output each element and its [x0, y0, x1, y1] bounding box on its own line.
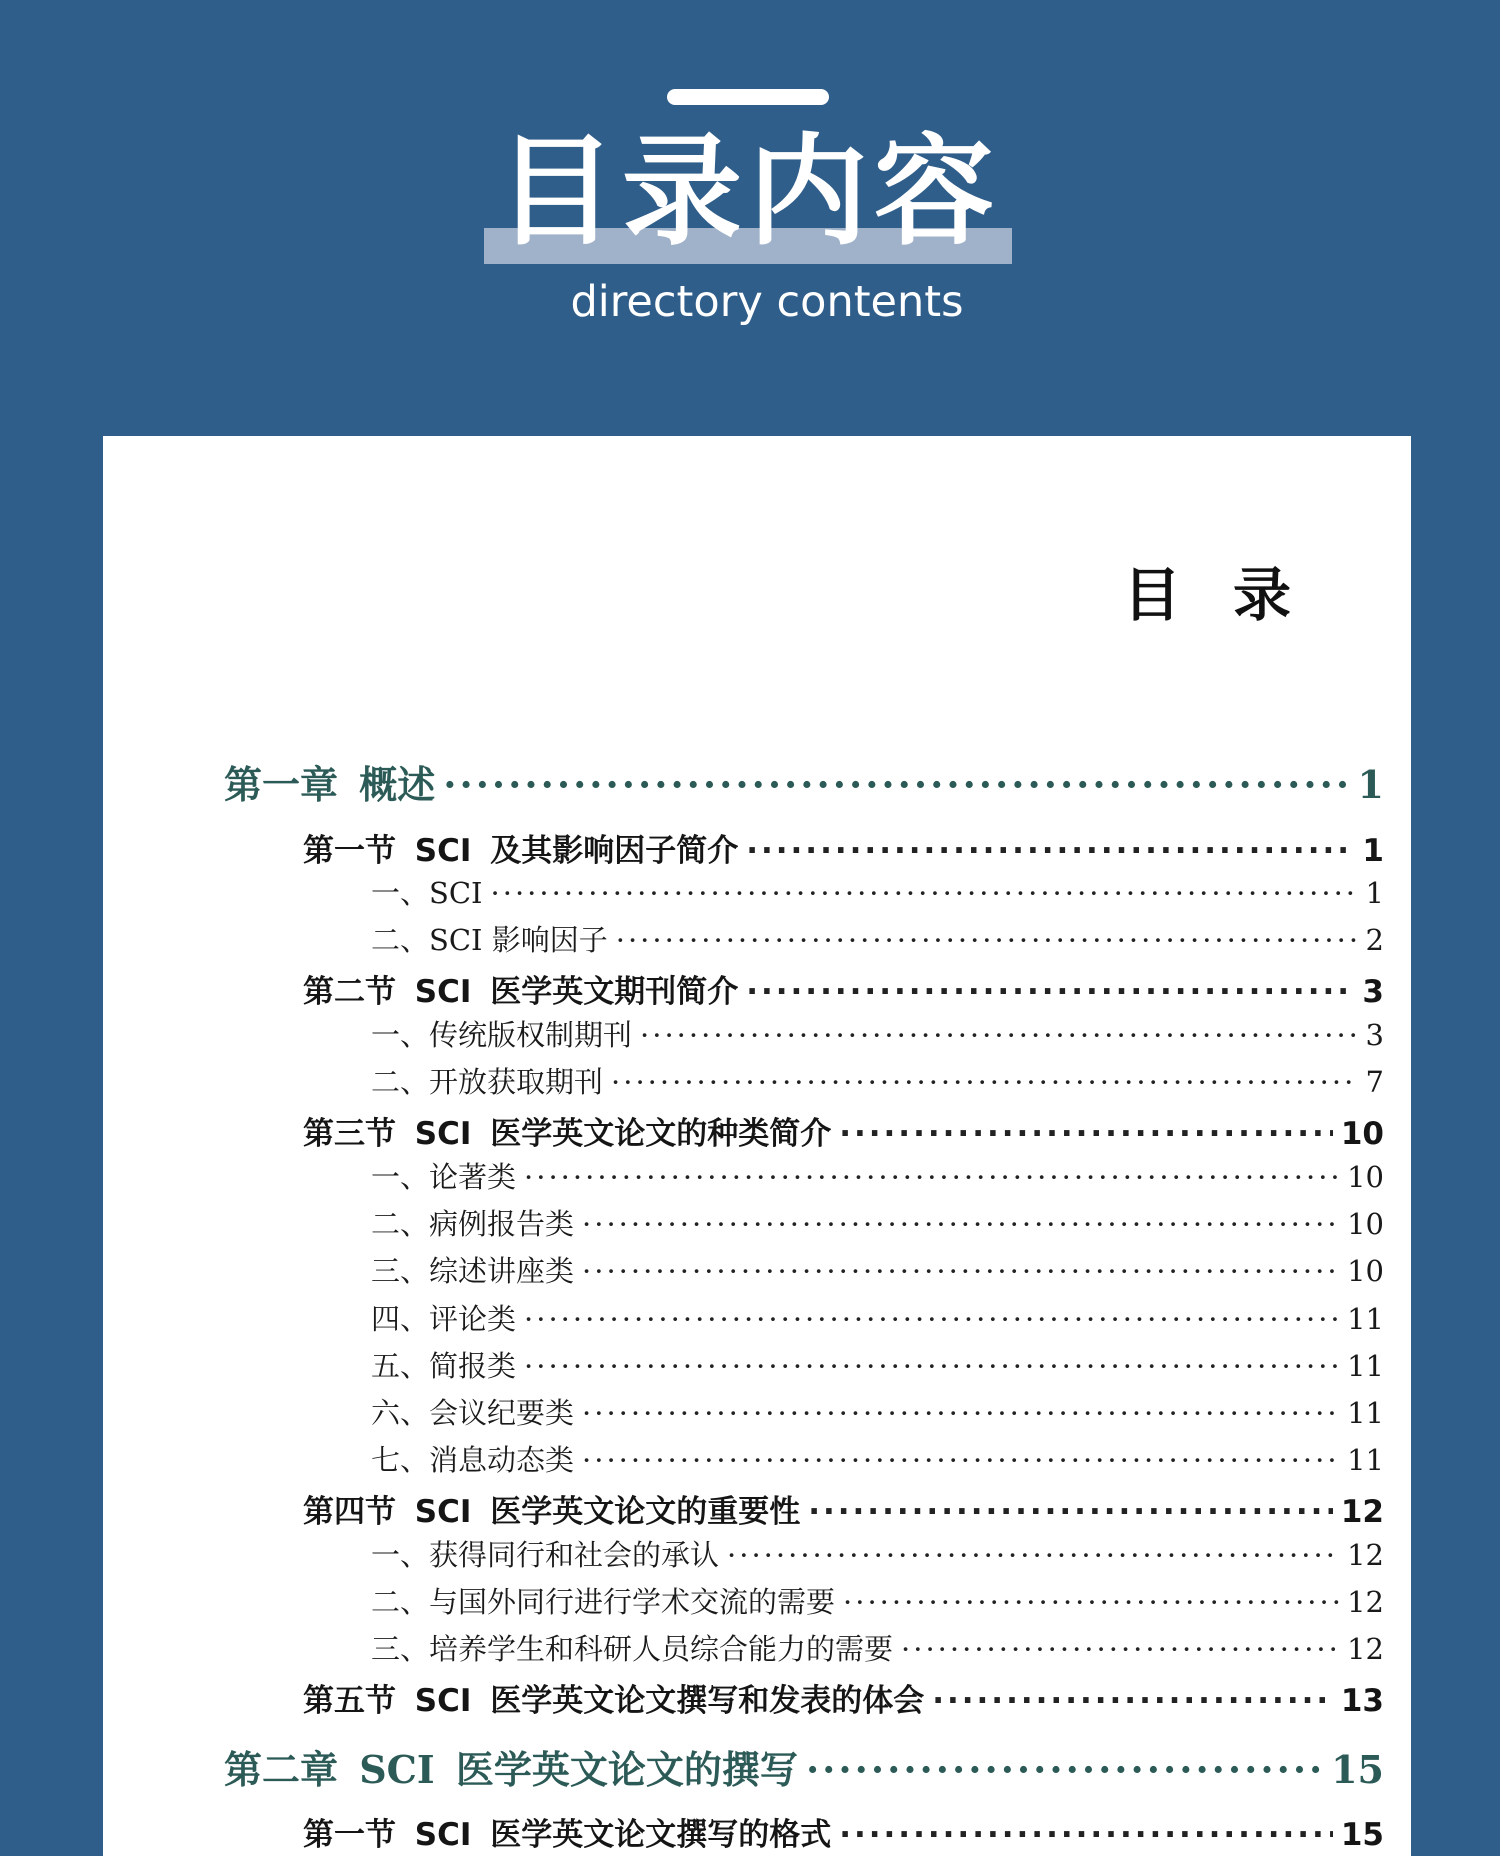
banner-subtitle: directory contents	[570, 277, 964, 327]
toc-entry-page: 13	[1340, 1683, 1384, 1719]
toc-leader-dots	[524, 1302, 1339, 1336]
toc-leader-dots	[806, 1747, 1323, 1792]
toc-entry-page: 12	[1347, 1632, 1384, 1666]
toc-leader-dots	[491, 876, 1358, 910]
toc-entry-title: 第四节 SCI 医学英文论文的重要性	[303, 1494, 801, 1530]
toc-leader-dots	[808, 1494, 1333, 1530]
toc-entry-title: 二、病例报告类	[371, 1207, 575, 1241]
toc-entry-page: 10	[1347, 1160, 1384, 1194]
toc-entry-page: 12	[1347, 1585, 1384, 1619]
toc-leader-dots	[582, 1207, 1339, 1241]
toc-entry-chapter	[224, 754, 1384, 809]
toc-entry-page: 12	[1347, 1538, 1384, 1572]
banner-header	[0, 0, 1500, 436]
toc-entry-page: 11	[1347, 1349, 1384, 1383]
toc-entry-title: 一、获得同行和社会的承认	[371, 1538, 720, 1572]
toc-leader-dots	[932, 1683, 1333, 1719]
toc-entry-item	[371, 1155, 1384, 1196]
toc-entry-page: 2	[1365, 923, 1384, 957]
toc-entry-page: 12	[1340, 1494, 1384, 1530]
toc-entry-title: 第三节 SCI 医学英文论文的种类简介	[303, 1116, 832, 1152]
toc-entry-section	[303, 1486, 1384, 1531]
toc-entry-item	[371, 1249, 1384, 1290]
banner-title: 目录内容	[496, 123, 1000, 262]
toc-entry-page: 11	[1347, 1302, 1384, 1336]
toc-entry-item	[371, 1533, 1384, 1574]
toc-leader-dots	[839, 1817, 1333, 1853]
toc-entry-section	[303, 1108, 1384, 1153]
toc-leader-dots	[616, 923, 1358, 957]
toc-entry-page: 10	[1347, 1207, 1384, 1241]
toc-entry-title: 一、论著类	[371, 1160, 517, 1194]
toc-entry-item	[371, 1580, 1384, 1621]
toc-entry-title: 七、消息动态类	[371, 1443, 575, 1477]
toc-entry-page: 7	[1365, 1065, 1384, 1099]
toc-heading: 目录	[1122, 561, 1343, 629]
toc-entry-item	[371, 1297, 1384, 1338]
toc-leader-dots	[582, 1396, 1339, 1430]
toc-leader-dots	[582, 1443, 1339, 1477]
toc-entry-title: 第一节 SCI 及其影响因子简介	[303, 833, 739, 869]
toc-entry-title: 三、培养学生和科研人员综合能力的需要	[371, 1632, 894, 1666]
toc-leader-dots	[443, 762, 1349, 807]
toc-leader-dots	[640, 1018, 1358, 1052]
toc-entry-page: 1	[1357, 762, 1384, 807]
toc-leader-dots	[727, 1538, 1339, 1572]
toc-entry-title: 五、简报类	[371, 1349, 517, 1383]
toc-entry-item	[371, 1060, 1384, 1101]
toc-entry-page: 3	[1362, 974, 1384, 1010]
toc-entry-item	[371, 1344, 1384, 1385]
toc-leader-dots	[611, 1065, 1358, 1099]
toc-leader-dots	[582, 1254, 1339, 1288]
toc-entry-page: 11	[1347, 1443, 1384, 1477]
toc-entry-page: 10	[1340, 1116, 1384, 1152]
toc-entry-chapter	[224, 1739, 1384, 1794]
toc-entry-title: 一、传统版权制期刊	[371, 1018, 633, 1052]
toc-entry-title: 六、会议纪要类	[371, 1396, 575, 1430]
toc-entry-page: 11	[1347, 1396, 1384, 1430]
toc-entry-section	[303, 1675, 1384, 1720]
toc-entry-page: 15	[1340, 1817, 1384, 1853]
toc-entry-page: 15	[1331, 1747, 1384, 1792]
toc-entry-title: 四、评论类	[371, 1302, 517, 1336]
toc-entry-title: 一、SCI	[371, 876, 483, 910]
toc-entry-section	[303, 966, 1384, 1011]
toc-entry-page: 1	[1362, 833, 1384, 869]
decorative-bar	[667, 89, 829, 105]
toc-entry-title: 第五节 SCI 医学英文论文撰写和发表的体会	[303, 1683, 925, 1719]
toc-entry-item	[371, 1202, 1384, 1243]
toc-entry-item	[371, 1438, 1384, 1479]
toc-entry-page: 3	[1365, 1018, 1384, 1052]
toc-leader-dots	[901, 1632, 1339, 1666]
toc-entry-item	[371, 871, 1384, 912]
toc-leader-dots	[843, 1585, 1339, 1619]
toc-entry-title: 第二节 SCI 医学英文期刊简介	[303, 974, 739, 1010]
toc-entry-item	[371, 1013, 1384, 1054]
toc-entry-section	[303, 1809, 1384, 1854]
toc-entry-item	[371, 1391, 1384, 1432]
toc-entry-title: 第二章 SCI 医学英文论文的撰写	[224, 1747, 798, 1792]
toc-entry-page: 10	[1347, 1254, 1384, 1288]
toc-entry-section	[303, 825, 1384, 870]
toc-entry-item	[371, 918, 1384, 959]
toc-entry-title: 三、综述讲座类	[371, 1254, 575, 1288]
toc-page	[103, 436, 1411, 1856]
toc-entry-title: 第一章 概述	[224, 762, 436, 807]
toc-entry-title: 二、SCI 影响因子	[371, 923, 608, 957]
toc-entry-title: 第一节 SCI 医学英文论文撰写的格式	[303, 1817, 832, 1853]
toc-entry-item	[371, 1627, 1384, 1668]
toc-leader-dots	[524, 1160, 1339, 1194]
toc-list	[103, 436, 1411, 1856]
toc-entry-page: 1	[1365, 876, 1384, 910]
toc-entry-title: 二、与国外同行进行学术交流的需要	[371, 1585, 836, 1619]
toc-entry-title: 二、开放获取期刊	[371, 1065, 604, 1099]
toc-leader-dots	[839, 1116, 1333, 1152]
toc-leader-dots	[746, 833, 1354, 869]
toc-leader-dots	[524, 1349, 1339, 1383]
toc-leader-dots	[746, 974, 1354, 1010]
